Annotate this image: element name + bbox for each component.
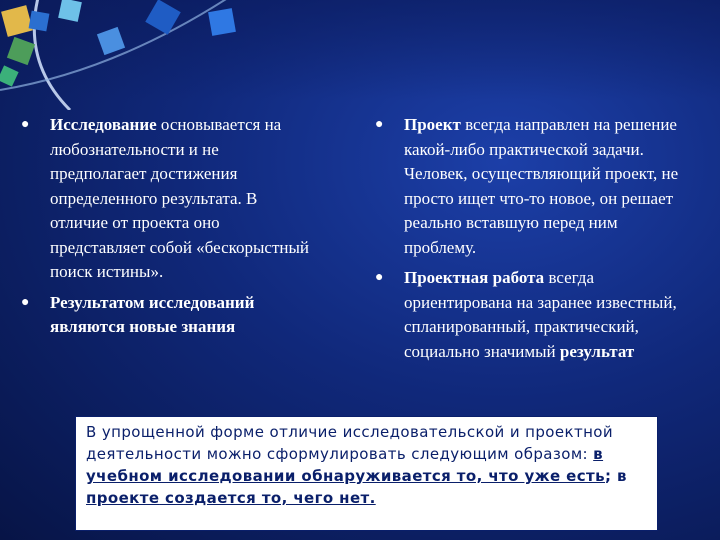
item-bold-label: Проектная работа: [404, 268, 545, 287]
item-bold-label: Результатом исследований являются новые знания: [50, 292, 255, 336]
bullet-icon: ●: [21, 294, 30, 310]
summary-middle: ; в: [605, 467, 627, 485]
summary-intro: В упрощенной форме отличие исследовательской и проектной деятельности можно сформулировать следующим образом:: [86, 423, 614, 463]
summary-highlight-creation: создается то, чего нет.: [159, 489, 376, 507]
bullet-icon: ●: [375, 117, 384, 132]
decorative-header-graphic: [0, 0, 300, 110]
item-bold-label: Исследование: [50, 115, 157, 134]
bullet-icon: ●: [375, 270, 384, 285]
summary-highlight-project: проекте: [86, 489, 160, 507]
list-item: [18, 291, 318, 340]
item-bold-end: результат: [559, 341, 635, 361]
bullet-icon: ●: [21, 117, 30, 132]
list-item: [372, 113, 692, 260]
left-column: [18, 113, 318, 346]
summary-box: [75, 416, 658, 531]
item-text: основывается на любознательности и не предполагает достижения определенного результата. В отличие от проекта оно представляет собой «бескорыстный поиск истины».: [50, 115, 310, 281]
item-bold-label: Проект: [404, 115, 461, 134]
item-text: всегда ориентирована на заранее известный, спланированный, практический, социально значимый: [404, 268, 677, 361]
list-item: [18, 113, 318, 285]
summary-highlight-research: в учебном исследовании обнаруживается то, что уже есть: [86, 445, 605, 485]
item-text: всегда направлен на решение какой-либо практической задачи. Человек, осуществляющий проект, не просто ищет что-то новое, он решает реально вставшую перед ним проблему.: [404, 115, 679, 257]
list-item: [372, 266, 692, 364]
right-column: [372, 113, 692, 370]
